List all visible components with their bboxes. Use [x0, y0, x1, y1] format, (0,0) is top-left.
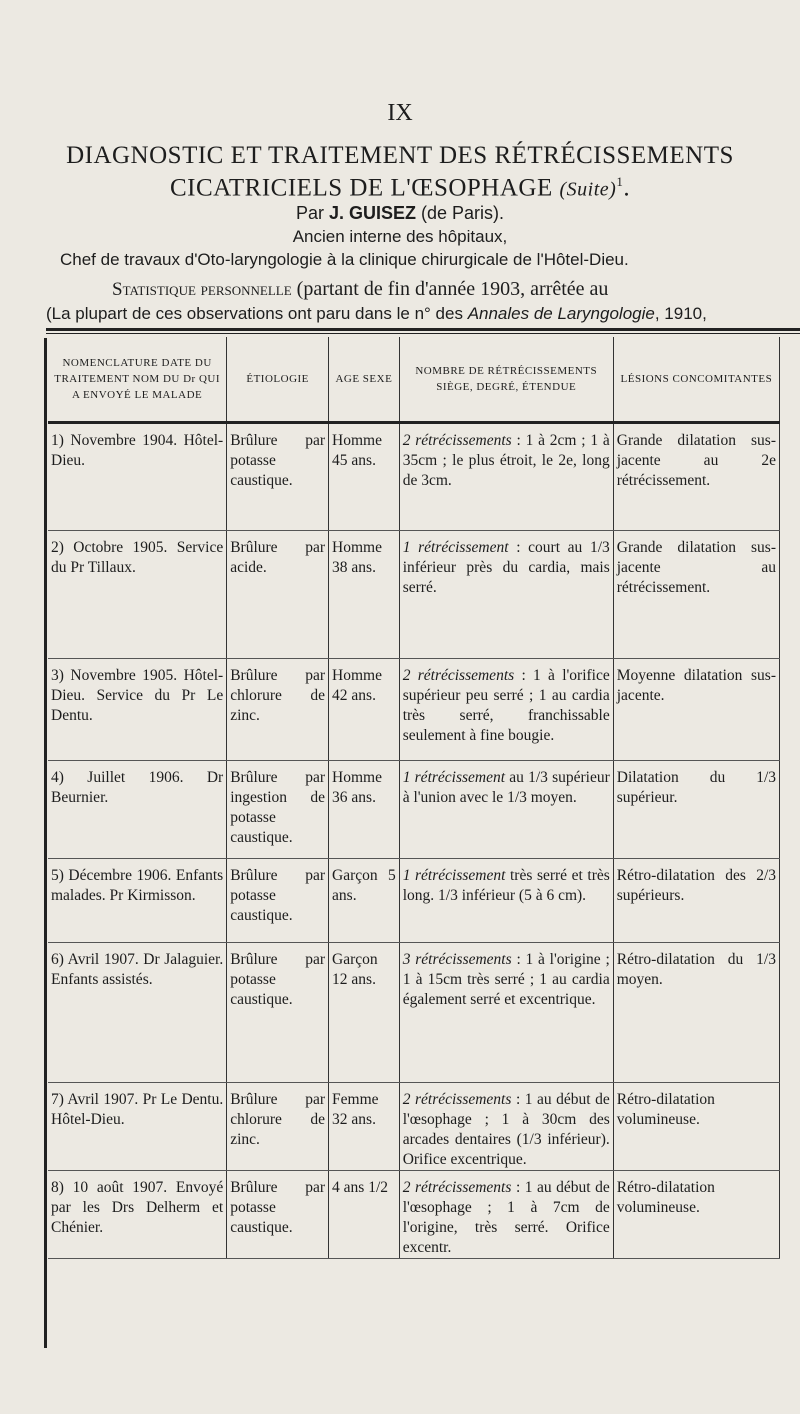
table-header-row [48, 337, 780, 423]
cell-nombre-rest: : 1 à l'orifice supérieur peu serré ; 1 au cardia très serré, franchissable seulement à fine bougie. [402, 667, 610, 744]
cell-nomenclature: 4) Juillet 1906. Dr Beurnier. [48, 761, 227, 859]
cell-nombre [399, 1083, 613, 1171]
cell-nombre-rest: : 1 à l'origine ; 1 à 15cm très serré ; 1 au cardia également serré et excentrique. [402, 951, 610, 1008]
table-row [48, 423, 780, 531]
statistics-heading-rest: (partant de fin d'année 1903, arrêtée au [296, 278, 609, 300]
note-suffix: , 1910, [654, 304, 707, 323]
cell-lesions: Dilatation du 1/3 supérieur. [613, 761, 779, 859]
cell-nomenclature: 5) Décembre 1906. Enfants malades. Pr Kirmisson. [48, 859, 227, 943]
note-journal: Annales de Laryngologie [467, 304, 655, 323]
affiliation-line1: Ancien interne des hôpitaux, [292, 227, 508, 246]
page-number: IX [387, 100, 413, 126]
note-prefix: (La plupart de ces observations ont paru dans le n° des [46, 304, 463, 323]
cell-nombre [399, 1171, 613, 1259]
table-top-rule-thin [46, 333, 800, 334]
cell-lesions: Rétro-dilatation volumineuse. [613, 1083, 779, 1171]
cell-nombre [399, 659, 613, 761]
statistics-heading [112, 278, 800, 301]
cell-age: Femme 32 ans. [329, 1083, 400, 1171]
cell-etiologie: Brûlure par potasse caustique. [227, 423, 329, 531]
author-name: J. GUISEZ [328, 203, 416, 223]
cell-nombre-lead: 2 rétrécissements [402, 1091, 512, 1108]
cell-nombre-lead: 2 rétrécissements [402, 432, 512, 449]
article-title-line2: CICATRICIELS DE L'ŒSOPHAGE (Suite)$^1$. [169, 174, 631, 202]
cell-nombre [399, 423, 613, 531]
cell-etiologie: Brûlure par potasse caustique. [227, 943, 329, 1083]
article-title-line1: DIAGNOSTIC ET TRAITEMENT DES RÉTRÉCISSEMENTS [66, 142, 734, 169]
table-row [48, 859, 780, 943]
cell-age: Garçon 5 ans. [329, 859, 400, 943]
cell-nombre-lead: 2 rétrécissements [402, 1179, 512, 1196]
cell-etiologie: Brûlure par chlorure de zinc. [227, 659, 329, 761]
header-etiologie: ÉTIOLOGIE [227, 337, 329, 423]
cell-nombre-rest: au 1/3 supérieur à l'union avec le 1/3 moyen. [402, 769, 610, 806]
cell-nombre-lead: 2 rétrécissements [402, 667, 515, 684]
cell-lesions: Rétro-dilatation du 1/3 moyen. [613, 943, 779, 1083]
table-row [48, 659, 780, 761]
author-line [0, 203, 800, 224]
author-suffix: (de Paris). [421, 203, 505, 223]
cell-etiologie: Brûlure par potasse caustique. [227, 859, 329, 943]
cell-etiologie: Brûlure par acide. [227, 531, 329, 659]
cell-etiologie: Brûlure par ingestion de potasse caustique. [227, 761, 329, 859]
table-row [48, 531, 780, 659]
statistics-table [48, 337, 780, 1259]
header-nomenclature: NOMENCLATURE DATE DU TRAITEMENT NOM DU Dr QUI A ENVOYÉ LE MALADE [48, 337, 227, 423]
cell-age: 4 ans 1/2 [329, 1171, 400, 1259]
cell-lesions: Grande dilatation sus-jacente au 2e rétrécissement. [613, 423, 779, 531]
cell-nombre [399, 943, 613, 1083]
header-age: AGE SEXE [329, 337, 400, 423]
cell-nombre-rest: : 1 à 2cm ; 1 à 35cm ; le plus étroit, le 2e, long de 3cm. [402, 432, 610, 489]
author-prefix: Par [295, 203, 324, 223]
table-left-rule [44, 338, 47, 1348]
cell-age: Garçon 12 ans. [329, 943, 400, 1083]
cell-age: Homme 36 ans. [329, 761, 400, 859]
table-row [48, 943, 780, 1083]
header-lesions: LÉSIONS CONCOMITANTES [613, 337, 779, 423]
cell-nombre [399, 761, 613, 859]
cell-lesions: Grande dilatation sus-jacente au rétrécissement. [613, 531, 779, 659]
cell-nomenclature: 7) Avril 1907. Pr Le Dentu. Hôtel-Dieu. [48, 1083, 227, 1171]
cell-etiologie: Brûlure par chlorure de zinc. [227, 1083, 329, 1171]
cell-nomenclature: 1) Novembre 1904. Hôtel-Dieu. [48, 423, 227, 531]
cell-nombre-rest: : 1 au début de l'œsophage ; 1 à 7cm de l'origine, très serré. Orifice excentr. [402, 1179, 610, 1256]
cell-age: Homme 42 ans. [329, 659, 400, 761]
table-row [48, 761, 780, 859]
title-text: CICATRICIELS DE L'ŒSOPHAGE [169, 174, 553, 202]
cell-lesions: Rétro-dilatation volumineuse. [613, 1171, 779, 1259]
cell-nombre-lead: 1 rétrécissement [402, 867, 506, 884]
title-suite: (Suite) [559, 178, 617, 201]
cell-nomenclature: 2) Octobre 1905. Service du Pr Tillaux. [48, 531, 227, 659]
cell-nombre-lead: 1 rétrécissement [402, 539, 509, 556]
cell-nomenclature: 3) Novembre 1905. Hôtel-Dieu. Service du Pr Le Dentu. [48, 659, 227, 761]
cell-nombre-lead: 1 rétrécissement [402, 769, 506, 786]
cell-nombre [399, 531, 613, 659]
publication-note [46, 304, 800, 324]
cell-nombre-lead: 3 rétrécissements [402, 951, 512, 968]
cell-etiologie: Brûlure par potasse caustique. [227, 1171, 329, 1259]
cell-nombre [399, 859, 613, 943]
table-row [48, 1171, 780, 1259]
table-row [48, 1083, 780, 1171]
statistics-heading-smallcaps: Statistique personnelle [112, 279, 292, 300]
table-top-rule [46, 328, 800, 331]
cell-nombre-rest: très serré et très long. 1/3 inférieur (5 à 6 cm). [402, 867, 610, 904]
cell-lesions: Moyenne dilatation sus-jacente. [613, 659, 779, 761]
cell-nombre-rest: : 1 au début de l'œsophage ; 1 à 30cm des arcades dentaires (1/3 inférieur). Orifice excentrique. [402, 1091, 610, 1168]
affiliation-line2: Chef de travaux d'Oto-laryngologie à la clinique chirurgicale de l'Hôtel-Dieu. [60, 250, 629, 269]
header-nombre: NOMBRE DE RÉTRÉCISSEMENTS SIÈGE, DEGRÉ, ÉTENDUE [399, 337, 613, 423]
cell-age: Homme 38 ans. [329, 531, 400, 659]
footnote-mark: 1 [616, 174, 624, 189]
cell-lesions: Rétro-dilatation des 2/3 supérieurs. [613, 859, 779, 943]
cell-nombre-rest: : court au 1/3 inférieur près du cardia, mais serré. [402, 539, 610, 596]
cell-nomenclature: 8) 10 août 1907. Envoyé par les Drs Delherm et Chénier. [48, 1171, 227, 1259]
cell-age: Homme 45 ans. [329, 423, 400, 531]
cell-nomenclature: 6) Avril 1907. Dr Jalaguier. Enfants assistés. [48, 943, 227, 1083]
